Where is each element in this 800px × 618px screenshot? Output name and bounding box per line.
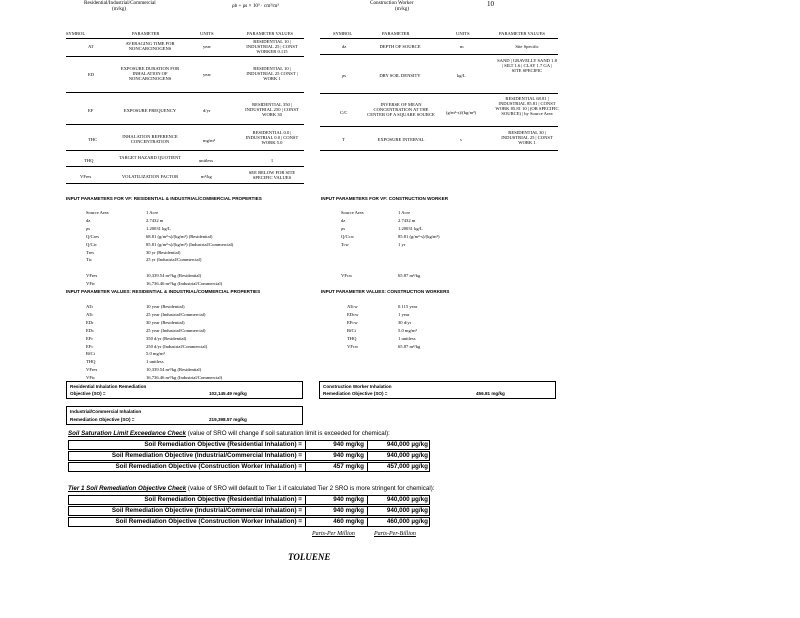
right-header-units: UNITS: [456, 31, 470, 36]
top-right-unit: (m/kg): [395, 6, 410, 12]
left-values-3: RESIDENTIAL 0.0 | INDUSTRIAL 0.0 | CONST WORK 5.0: [245, 130, 299, 145]
tier-row: [68, 506, 430, 516]
param-value: 30 year (Residential): [146, 319, 185, 325]
tier-row-ugkg: 460,000 µg/kg: [367, 518, 431, 526]
construction-result-box: [319, 381, 556, 399]
saturation-row: [68, 451, 430, 461]
param-symbol: dz: [341, 217, 346, 223]
param-value: 25 year (Industrial/Commercial): [146, 311, 206, 317]
param-value: 10,339.54 m³/kg (Residential): [146, 367, 202, 373]
param-value: 25 yr (Industrial/Commercial): [146, 257, 202, 263]
saturation-row-label: Soil Remediation Objective (Industrial/Commercial Inhalation) =: [111, 452, 302, 459]
left-units-4: unitless: [199, 158, 214, 163]
param-value: 16,736.46 m³/kg (Industrial/Commercial): [146, 375, 223, 381]
param-value: 30 d/yr: [398, 319, 412, 325]
residential-result-box: [66, 381, 303, 399]
right-symbol-3: T: [342, 137, 345, 142]
left-symbol-5: VFres: [80, 174, 92, 179]
tier-row-label: Soil Remediation Objective (Industrial/Commercial Inhalation) =: [111, 507, 302, 514]
left-symbol-1: ED: [88, 72, 95, 77]
saturation-row-mgkg: 940 mg/kg: [305, 441, 367, 449]
top-formula: ρb + ρs × 10³ · cm³/m³: [232, 3, 279, 9]
left-param-1: EXPOSURE DURATION FOR INHALATION OF NONCARCINOGENS: [120, 66, 180, 81]
saturation-row: [68, 462, 430, 472]
saturation-row: [68, 440, 430, 450]
param-value: 16,736.46 m³/kg (Industrial/Commercial): [146, 281, 223, 287]
construction-result-value: 456.81 mg/kg: [476, 391, 505, 396]
saturation-row-ugkg: 940,000 µg/kg: [367, 441, 431, 449]
param-value: 1 Acre: [146, 210, 159, 215]
param-value: 10 year (Residential): [146, 304, 185, 309]
param-value: 1.20031 kg/L: [146, 225, 171, 231]
right-values-0: Site Specific: [515, 44, 539, 49]
input-vf-cw-title: INPUT PARAMETERS FOR VF: CONSTRUCTION WORKER: [321, 196, 449, 201]
tier-check-title: Tier 1 Soil Remediation Objective Check: [68, 485, 187, 492]
right-param-3: EXPOSURE INTERVAL: [377, 137, 425, 142]
saturation-check-note: (value of SRO will change if soil saturation limit is exceeded for chemical):: [187, 430, 390, 437]
param-symbol: Q/Ccw: [341, 233, 355, 239]
param-symbol: EDcw: [347, 311, 359, 317]
industrial-result-value: 219,398.57 mg/kg: [209, 417, 247, 422]
param-symbol: dz: [86, 217, 91, 223]
left-param-4: TARGET HAZARD QUOTIENT: [118, 155, 182, 160]
param-symbol: THQ: [86, 359, 96, 365]
saturation-row-label: Soil Remediation Objective (Construction Worker Inhalation) =: [115, 463, 302, 470]
param-value: 1 unitless: [398, 335, 416, 341]
saturation-row-ugkg: 457,000 µg/kg: [367, 463, 431, 471]
right-symbol-2: C/C: [340, 110, 348, 115]
param-symbol: VFres: [86, 367, 98, 373]
param-symbol: THQ: [347, 335, 357, 341]
residential-result-value: 102,145.49 mg/kg: [209, 391, 247, 396]
left-units-5: m³/kg: [201, 174, 212, 179]
input-inh-cw-title: INPUT PARAMETER VALUES: CONSTRUCTION WORKERS: [321, 289, 450, 294]
left-values-2: RESIDENTIAL 350 | INDUSTRIAL 250 | CONST WORK 30: [245, 102, 299, 117]
param-symbol: VFres: [86, 273, 98, 279]
saturation-check-title: Soil Saturation Limit Exceedance Check: [68, 430, 186, 437]
right-symbol-0: dz: [342, 44, 347, 49]
left-values-5: SEE BELOW FOR SITE SPECIFIC VALUES: [248, 170, 296, 180]
right-values-3: RESIDENTIAL 30 | INDUSTRIAL 25 | CONST WORK 1: [501, 130, 553, 145]
tier-row: [68, 495, 430, 505]
left-param-3: INHALATION REFERENCE CONCENTRATION: [122, 134, 178, 144]
param-value: 250 d/yr (Industrial/Commercial): [146, 343, 208, 349]
top-left-unit: (m/kg): [112, 6, 127, 12]
param-value: 1.20031 kg/L: [398, 225, 423, 231]
tier-row: [68, 517, 430, 527]
tier-row-mgkg: 940 mg/kg: [305, 496, 367, 504]
left-symbol-3: THC: [88, 137, 98, 142]
param-symbol: Q/Cres: [86, 233, 100, 239]
left-header-symbol: SYMBOL: [66, 31, 86, 36]
param-value: 2.7432 m: [398, 217, 416, 223]
right-header-parameter: PARAMETER: [382, 31, 410, 36]
top-right-label: Construction Worker: [370, 0, 414, 6]
saturation-row-mgkg: 940 mg/kg: [305, 452, 367, 460]
industrial-result-label: Remediation Objective (SO) =: [70, 417, 135, 422]
tier-check-note: (value of SRO will default to Tier 1 if calculated Tier 2 SRO is more stringent for chemical):: [187, 485, 435, 492]
param-value: 5.0 mg/m³: [146, 351, 165, 357]
left-values-1: RESIDENTIAL 10 | INDUSTRIAL 25 CONST | WORK 1: [246, 66, 298, 81]
right-param-2: INVERSE OF MEAN CONCENTRATION AT THE CENTER OF A SQUARE SOURCE: [367, 102, 435, 117]
residential-result-title: Residential Inhalation Remediation: [70, 384, 147, 389]
param-symbol: Q/Cic: [86, 241, 97, 247]
param-symbol: VFic: [86, 281, 96, 287]
tier-row-ugkg: 940,000 µg/kg: [367, 507, 431, 515]
residential-result-label: Objective (SO) =: [70, 391, 106, 396]
param-symbol: ρs: [341, 225, 346, 231]
left-values-0: RESIDENTIAL 10 | INDUSTRIAL 25 | CONST WORKER 0.115: [246, 39, 298, 54]
param-value: 65.87 m³/kg: [398, 343, 421, 349]
right-values-2: RESIDENTIAL 68.81 | INDUSTRIAL 85.81 | CONST WORK 85.81 10 | (OR SPECIFIC SOURCE) | by Source Area: [495, 96, 559, 116]
right-units-2: (g/m²-s)/(kg/m³): [446, 110, 477, 115]
param-value: 10,339.54 m³/kg (Residential): [146, 273, 202, 279]
param-symbol: RfCi: [347, 327, 356, 333]
saturation-row-ugkg: 940,000 µg/kg: [367, 452, 431, 460]
param-symbol: Source Area: [341, 210, 364, 215]
left-param-2: EXPOSURE FREQUENCY: [123, 108, 177, 113]
param-value: 85.81 (g/m²-s)/(kg/m³) (Industrial/Commercial): [146, 241, 234, 247]
left-param-0: AVERAGING TIME FOR NONCARCINOGENS: [125, 41, 175, 51]
top-right-value: 10: [487, 0, 494, 8]
construction-result-label: Remediation Objective (SO) =: [323, 391, 388, 396]
left-param-5: VOLATILIZATION FACTOR: [121, 174, 179, 179]
param-value: 25 year (Industrial/Commercial): [146, 327, 206, 333]
param-symbol: EFr: [86, 335, 93, 341]
right-values-1: SAND | GRAVELLY SAND 1.8 | SILT 1.6 | CLAY 1.7 GA | SITE SPECIFIC: [497, 58, 557, 73]
param-symbol: VFcw: [341, 273, 353, 279]
param-symbol: ρs: [86, 225, 91, 231]
tier-check-heading: [68, 485, 434, 492]
param-symbol: ATcw: [347, 304, 358, 309]
param-symbol: EDr: [86, 319, 94, 325]
param-symbol: EDc: [86, 327, 95, 333]
saturation-row-mgkg: 457 mg/kg: [305, 463, 367, 471]
right-header-values: PARAMETER VALUES: [499, 31, 545, 36]
param-value: 68.81 (g/m²-s)/(kg/m³) (Residential): [146, 233, 213, 239]
left-units-3: mg/m³: [203, 138, 216, 143]
right-symbol-1: ρs: [342, 73, 347, 78]
ppb-label: Parts-Per-Billion: [374, 531, 416, 537]
param-symbol: Tic: [86, 257, 92, 263]
left-symbol-0: AT: [88, 44, 94, 49]
param-symbol: Tres: [86, 249, 95, 255]
param-symbol: Source Area: [86, 210, 109, 215]
right-units-1: kg/L: [457, 73, 466, 78]
right-param-1: DRY SOIL DENSITY: [379, 73, 421, 78]
right-param-0: DEPTH OF SOURCE: [379, 44, 421, 49]
construction-result-title: Construction Worker Inhalation: [323, 384, 392, 389]
param-symbol: ATc: [86, 311, 94, 317]
left-header-units: UNITS: [200, 31, 214, 36]
param-symbol: VFic: [86, 375, 96, 381]
right-units-3: s: [460, 137, 462, 142]
tier-row-label: Soil Remediation Objective (Residential Inhalation) =: [144, 496, 302, 503]
tier-row-mgkg: 940 mg/kg: [305, 507, 367, 515]
param-symbol: VFcw: [347, 343, 359, 349]
left-symbol-4: THQ: [84, 158, 94, 163]
saturation-row-label: Soil Remediation Objective (Residential Inhalation) =: [144, 441, 302, 448]
param-symbol: ATr: [86, 304, 93, 309]
left-header-parameter: PARAMETER: [132, 31, 160, 36]
tier-row-ugkg: 940,000 µg/kg: [367, 496, 431, 504]
industrial-result-box: [66, 406, 303, 425]
param-value: 85.81 (g/m²-s)/(kg/m³): [398, 233, 440, 239]
input-inh-title: INPUT PARAMETER VALUES: RESIDENTIAL & INDUSTRIAL/COMMERCIAL PROPERTIES: [66, 289, 261, 294]
param-value: 1 unitless: [146, 359, 164, 365]
chemical-name: TOLUENE: [288, 552, 331, 562]
param-value: 30 yr (Residential): [146, 249, 181, 255]
right-units-0: m: [460, 44, 464, 49]
industrial-result-title: Industrial/Commercial Inhalation: [70, 409, 142, 414]
param-value: 2.7432 m: [146, 217, 164, 223]
top-left-label: Residential/Industrial/Commercial: [84, 0, 156, 6]
left-symbol-2: EF: [88, 108, 94, 113]
left-units-1: year: [203, 72, 211, 77]
param-value: 0.115 year: [398, 304, 418, 309]
left-values-4: 1: [270, 158, 274, 163]
right-header-symbol: SYMBOL: [333, 31, 353, 36]
left-header-values: PARAMETER VALUES: [247, 31, 293, 36]
left-units-2: d/yr: [203, 108, 211, 113]
param-value: 1 Acre: [398, 210, 411, 215]
input-vf-title: INPUT PARAMETERS FOR VF: RESIDENTIAL & INDUSTRIAL/COMMERCIAL PROPERTIES: [66, 196, 262, 201]
tier-row-mgkg: 460 mg/kg: [305, 518, 367, 526]
param-symbol: EFc: [86, 343, 94, 349]
param-symbol: Tcw: [341, 241, 349, 247]
param-value: 1 yr: [398, 241, 406, 247]
saturation-check-heading: [68, 430, 390, 437]
param-value: 350 d/yr (Residential): [146, 335, 187, 341]
left-units-0: year: [203, 44, 211, 49]
ppm-label: Parts-Per Million: [312, 531, 355, 537]
param-symbol: RfCi: [86, 351, 95, 357]
param-symbol: EFcw: [347, 319, 358, 325]
tier-row-label: Soil Remediation Objective (Construction Worker Inhalation) =: [115, 518, 302, 525]
param-value: 65.87 m³/kg: [398, 273, 421, 279]
param-value: 5.0 mg/m³: [398, 327, 417, 333]
param-value: 1 year: [398, 311, 410, 317]
